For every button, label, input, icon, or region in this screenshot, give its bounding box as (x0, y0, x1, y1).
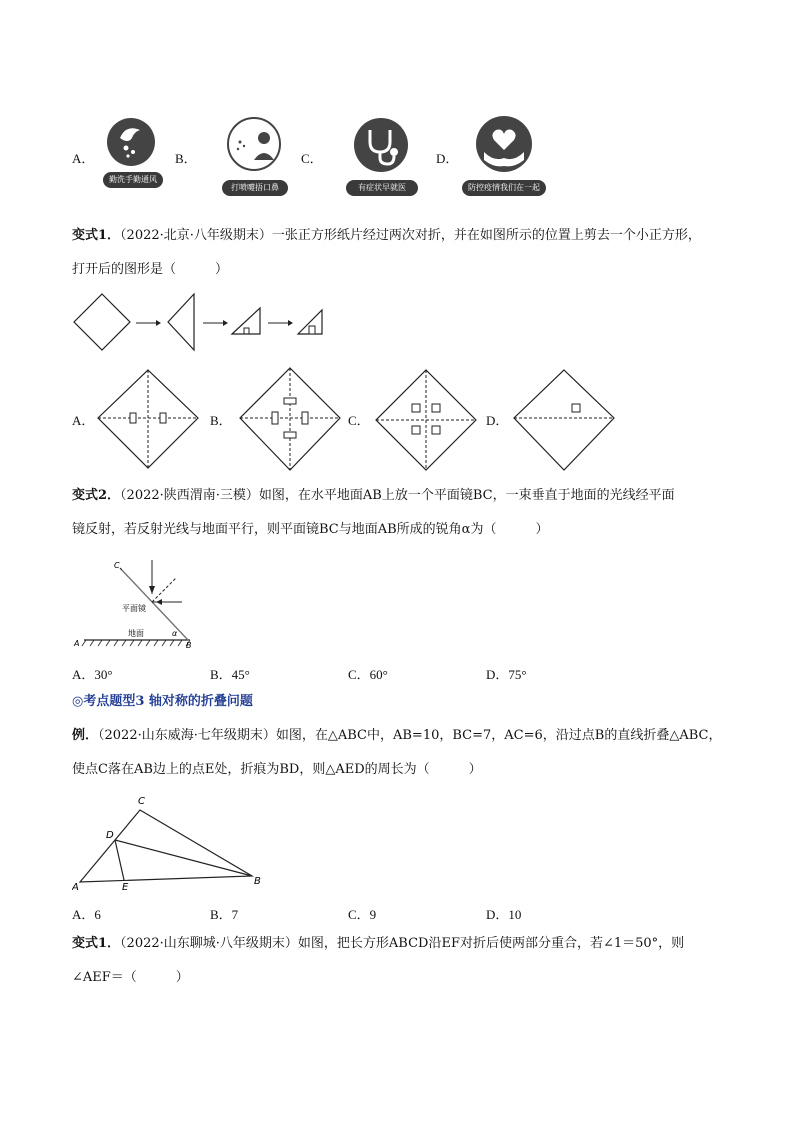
ex-question-line1 (72, 726, 721, 746)
option-a-label: A． (72, 151, 95, 166)
badge-doctor: 有症状早就医 (346, 180, 418, 196)
v1-option-b-figure (238, 366, 342, 472)
fig-label-mirror: 平面镜 (122, 604, 146, 613)
v1-option-d: D． (486, 413, 509, 428)
v1-option-c-figure (374, 368, 478, 472)
v1-option-a-figure (96, 368, 200, 470)
ex-option-c: C．9 (348, 907, 377, 922)
option-b-label: B． (175, 151, 197, 166)
v2-question-line1 (72, 486, 675, 506)
badge-sneeze: 打喷嚏捂口鼻 (222, 180, 288, 196)
v1b-label: 变式1． (72, 936, 121, 951)
fold-sequence-figure (72, 292, 342, 354)
fig-point-c: C (138, 796, 145, 807)
v1-option-d-figure (512, 368, 616, 472)
v1-option-b: B． (210, 413, 232, 428)
badge-together: 防控疫情我们在一起 (462, 180, 546, 196)
ex-label: 例． (72, 728, 99, 743)
v2-text1: （2022·陕西渭南·三模）如图，在水平地面AB上放一个平面镜BC，一束垂直于地面的光线经平面 (120, 488, 675, 503)
fig-point-a: A (72, 882, 79, 892)
stethoscope-icon (352, 116, 410, 174)
v2-question-line2: 镜反射，若反射光线与地面平行，则平面镜BC与地面AB所成的锐角α为（ ） (72, 522, 549, 537)
fig-point-b: B (254, 876, 261, 887)
fig-label-b: B (186, 641, 192, 650)
v2-option-b: B．45° (210, 667, 250, 682)
fig-point-d: D (106, 830, 114, 841)
sneeze-person-icon (226, 116, 282, 172)
fig-point-e: E (122, 882, 129, 892)
v1-text1: （2022·北京·八年级期末）一张正方形纸片经过两次对折，并在如图所示的位置上剪去一个小正方形， (120, 228, 701, 243)
v1-option-a: A． (72, 413, 95, 428)
section-heading: ◎考点题型3 轴对称的折叠问题 (72, 694, 253, 709)
v1-label: 变式1． (72, 228, 121, 243)
mirror-reflection-figure (72, 556, 202, 650)
v2-option-a: A．30° (72, 667, 113, 682)
heart-hands-icon (474, 114, 534, 174)
v2-option-d: D．75° (486, 667, 527, 682)
ex-option-a: A．6 (72, 907, 101, 922)
v1b-question-line1 (72, 934, 684, 954)
v1-option-c: C． (348, 413, 370, 428)
fig-label-alpha: α (172, 629, 178, 638)
option-d-label: D． (436, 151, 459, 166)
fig-label-a: A (74, 639, 80, 648)
v1b-text1: （2022·山东聊城·八年级期末）如图，把长方形ABCD沿EF对折后使两部分重合，若∠1＝50°，则 (120, 936, 685, 951)
option-c-label: C． (301, 151, 323, 166)
v2-label: 变式2． (72, 488, 121, 503)
triangle-fold-figure (72, 792, 272, 892)
ex-question-line2: 使点C落在AB边上的点E处，折痕为BD，则△AED的周长为（ ） (72, 762, 482, 777)
ex-option-b: B．7 (210, 907, 239, 922)
ex-text1: （2022·山东威海·七年级期末）如图，在△ABC中，AB=10，BC=7，AC=6，沿过点B的直线折叠△ABC， (98, 728, 722, 743)
v1b-question-line2: ∠AEF＝（ ） (72, 970, 189, 985)
fig-label-ground: 地面 (128, 629, 144, 638)
hand-wash-icon (106, 114, 156, 174)
ex-option-d: D．10 (486, 907, 522, 922)
v2-option-c: C．60° (348, 667, 388, 682)
badge-hand-wash: 勤洗手勤通风 (103, 172, 163, 188)
v1-question-line1 (72, 226, 701, 246)
v1-question-line2: 打开后的图形是（ ） (72, 262, 229, 277)
fig-label-c: C (114, 561, 120, 570)
